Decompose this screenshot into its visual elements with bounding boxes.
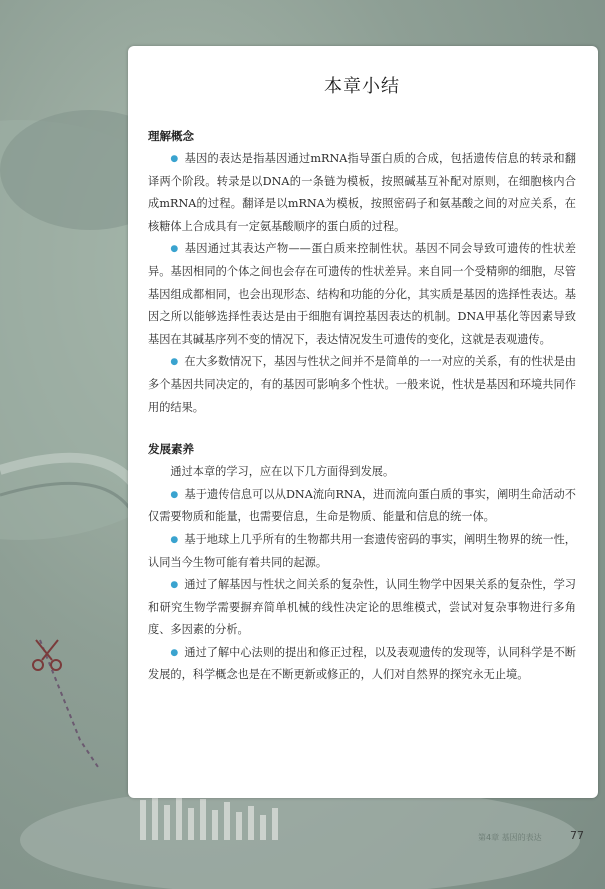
- page-number: 77: [570, 829, 584, 842]
- bullet-icon: ●: [170, 580, 179, 591]
- bullet-icon: ●: [170, 489, 179, 500]
- bullet-icon: ●: [170, 534, 179, 545]
- section-developing-literacy: [148, 441, 576, 687]
- section-understanding-concepts: [148, 128, 576, 419]
- bullet-icon: ●: [170, 357, 179, 368]
- page-title: 本章小结: [324, 76, 400, 97]
- bullet-icon: ●: [170, 154, 179, 164]
- bullet-icon: ●: [170, 244, 179, 255]
- section-intro: 通过本章的学习，应在以下几方面得到发展。: [170, 465, 395, 479]
- paragraph: ● 基于遗传信息可以从DNA流向RNA，进而流向蛋白质的事实，阐明生命活动不仅需要物质和能量，也需要信息，生命是物质、能量和信息的统一体。: [148, 484, 576, 529]
- paragraph: ● 通过了解基因与性状之间关系的复杂性，认同生物学中因果关系的复杂性，学习和研究生物学需要摒弃简单机械的线性决定论的思维模式，尝试对复杂事物进行多角度、多因素的分析。: [148, 574, 576, 642]
- paragraph: ● 基于地球上几乎所有的生物都共用一套遗传密码的事实，阐明生物界的统一性，认同当今生物可能有着共同的起源。: [148, 529, 576, 574]
- paragraph: ● 基因的表达是指基因通过mRNA指导蛋白质的合成，包括遗传信息的转录和翻译两个阶段。转录是以DNA的一条链为模板，按照碱基互补配对原则，在细胞核内合成mRNA的过程。翻译是以mRNA为模板，按照密码子和氨基酸之间的对应关系，在核糖体上合成具有一定氨基酸顺序的蛋白质的过程。: [148, 148, 576, 238]
- bullet-icon: ●: [170, 647, 179, 658]
- footer-book-label: 第4章 基因的表达: [478, 833, 542, 842]
- chapter-summary-card: [128, 46, 598, 798]
- section-heading: 理解概念: [148, 129, 194, 143]
- paragraph: ● 基因通过其表达产物——蛋白质来控制性状。基因不同会导致可遗传的性状差异。基因相同的个体之间也会存在可遗传的性状差异。来自同一个受精卵的细胞，尽管基因组成都相同，也会出现形态、结构和功能的分化，其实质是基因的选择性表达。基因之所以能够选择性表达是由于细胞有调控基因表达的机制。DNA甲基化等因素导致基因在其碱基序列不变的情况下，表达情况发生可遗传的变化，这就是表观遗传。: [148, 238, 576, 351]
- page-footer: [478, 829, 588, 847]
- paragraph: ● 在大多数情况下，基因与性状之间并不是简单的一一对应的关系，有的性状是由多个基因共同决定的，有的基因可影响多个性状。一般来说，性状是基因和环境共同作用的结果。: [148, 351, 576, 419]
- paragraph: ● 通过了解中心法则的提出和修正过程，以及表观遗传的发现等，认同科学是不断发展的，科学概念也是在不断更新或修正的，人们对自然界的探究永无止境。: [148, 642, 576, 687]
- section-heading: 发展素养: [148, 442, 194, 457]
